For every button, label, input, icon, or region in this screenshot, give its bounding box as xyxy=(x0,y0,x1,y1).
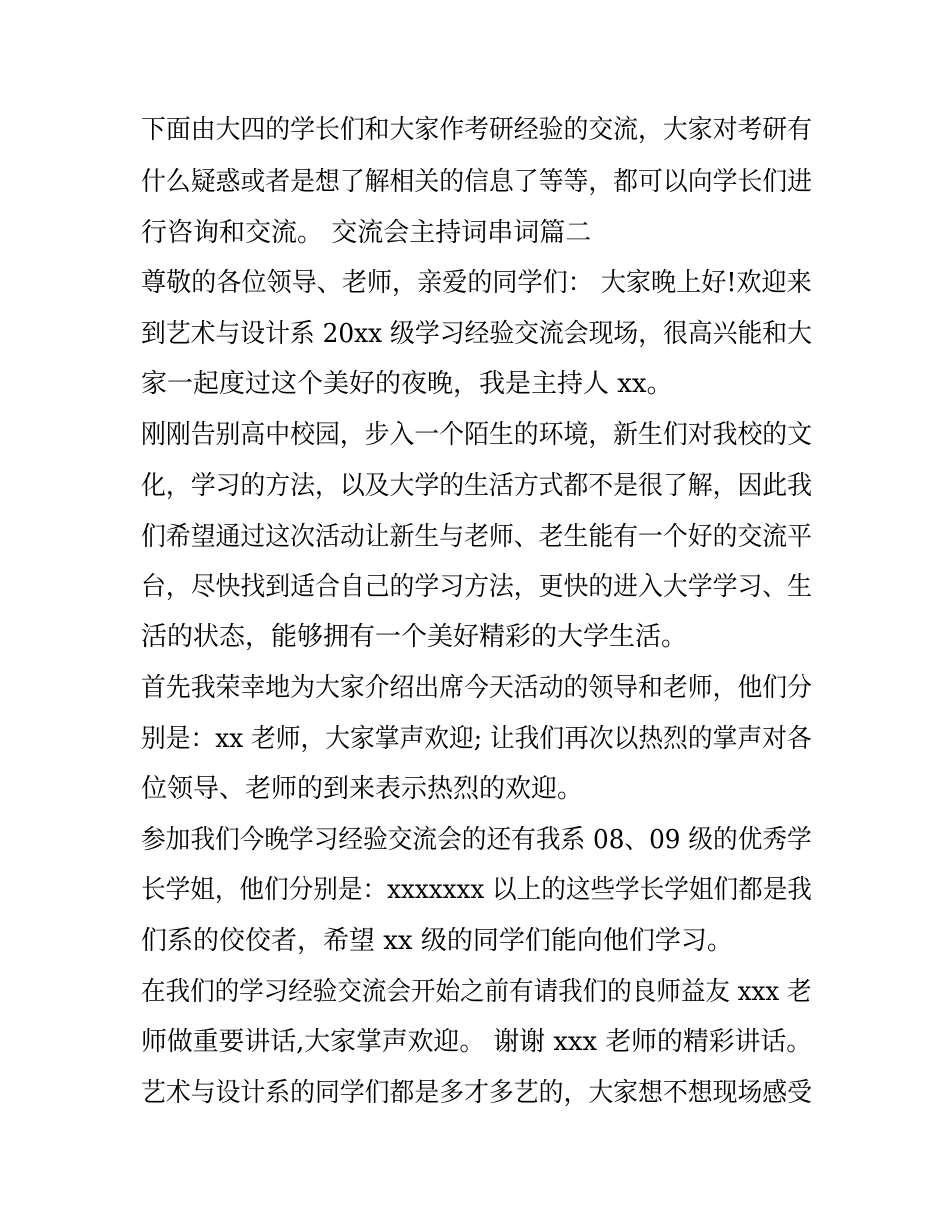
text-line: 师做重要讲话,大家掌声欢迎。 谢谢 xxx 老师的精彩讲话。 xyxy=(141,1027,813,1057)
text-line: 家一起度过这个美好的夜晚，我是主持人 xx。 xyxy=(141,369,673,399)
text-line: 位领导、老师的到来表示热烈的欢迎。 xyxy=(141,774,584,804)
text-line: 下面由大四的学长们和大家作考研经验的交流，大家对考研有 xyxy=(141,115,813,145)
text-line: 尊敬的各位领导、老师，亲爱的同学们： 大家晚上好!欢迎来 xyxy=(141,268,812,298)
text-line: 别是：xx 老师，大家掌声欢迎; 让我们再次以热烈的掌声对各 xyxy=(141,724,812,754)
text-line: 到艺术与设计系 20xx 级学习经验交流会现场，很高兴能和大 xyxy=(141,319,812,349)
text-line: 什么疑惑或者是想了解相关的信息了等等，都可以向学长们进 xyxy=(141,167,813,197)
text-line: 台，尽快找到适合自己的学习方法，更快的进入大学学习、生 xyxy=(141,572,813,602)
text-line: 们系的佼佼者，希望 xx 级的同学们能向他们学习。 xyxy=(141,926,733,956)
text-line: 刚刚告别高中校园，步入一个陌生的环境，新生们对我校的文 xyxy=(141,420,813,450)
text-line: 在我们的学习经验交流会开始之前有请我们的良师益友 xxx 老 xyxy=(141,977,812,1007)
text-line: 参加我们今晚学习经验交流会的还有我系 08、09 级的优秀学 xyxy=(141,825,812,855)
text-line: 首先我荣幸地为大家介绍出席今天活动的领导和老师，他们分 xyxy=(141,673,813,703)
text-line: 艺术与设计系的同学们都是多才多艺的，大家想不想现场感受 xyxy=(141,1078,813,1108)
text-line: 长学姐，他们分别是：xxxxxxx 以上的这些学长学姐们都是我 xyxy=(141,875,812,905)
text-line: 行咨询和交流。 交流会主持词串词篇二 xyxy=(141,218,592,248)
text-line: 化，学习的方法，以及大学的生活方式都不是很了解，因此我 xyxy=(141,471,813,501)
text-line: 活的状态，能够拥有一个美好精彩的大学生活。 xyxy=(141,622,688,652)
text-line: 们希望通过这次活动让新生与老师、老生能有一个好的交流平 xyxy=(141,522,813,552)
